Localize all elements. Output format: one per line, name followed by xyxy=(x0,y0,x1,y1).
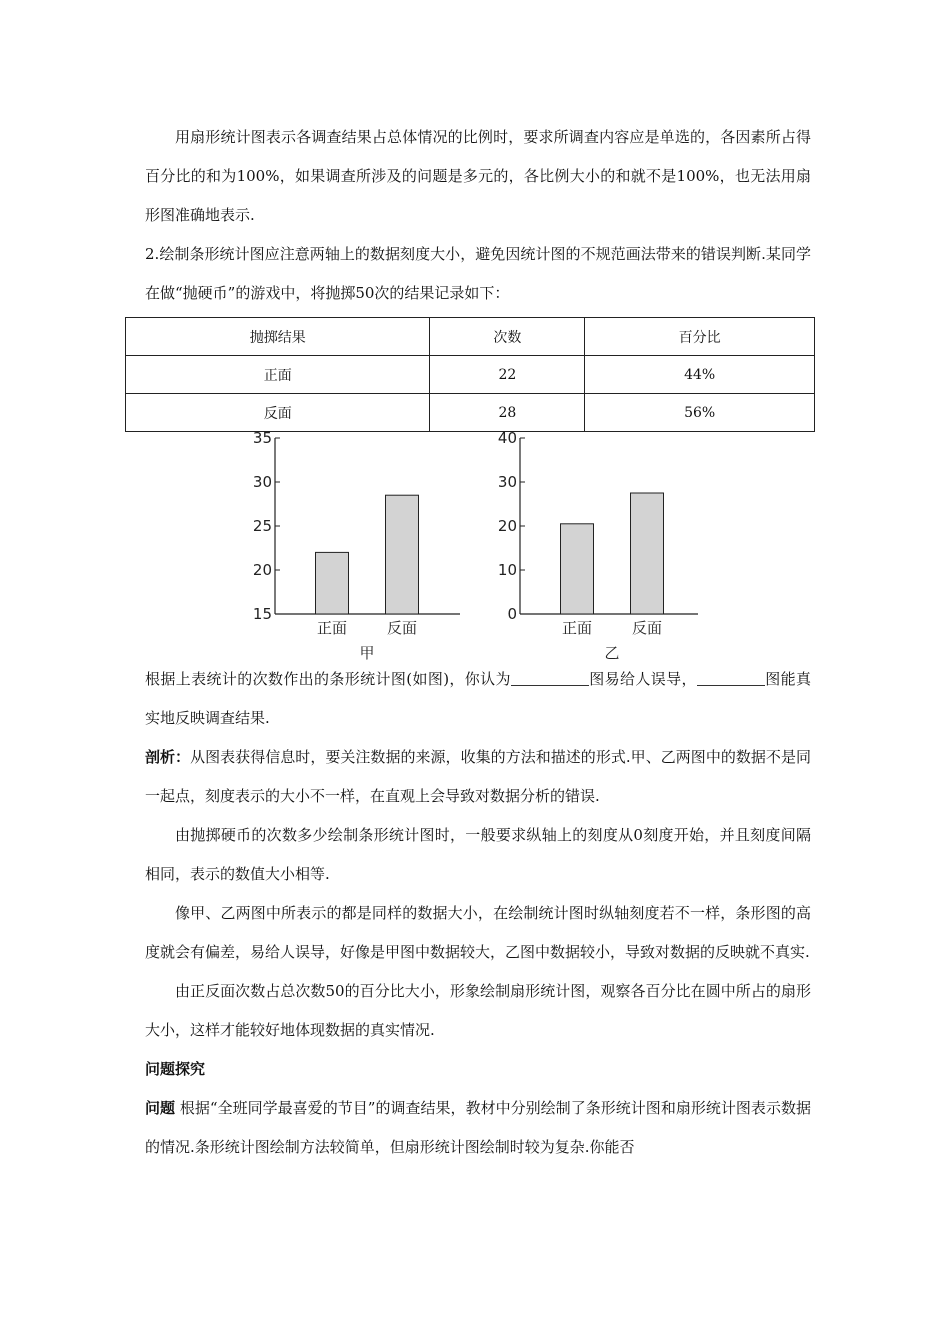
y-tick-label: 40 xyxy=(497,432,517,447)
section-heading: 问题探究 xyxy=(145,1060,206,1078)
y-tick-label: 30 xyxy=(497,473,517,491)
bar xyxy=(386,495,419,614)
analysis-text: 从图表获得信息时，要关注数据的来源，收集的方法和描述的形式.甲、乙两图中的数据不是同一起点，刻度表示的大小不一样，在直观上会导致对数据分析的错误. xyxy=(145,748,811,805)
question-text-c: 图能真实地反映调查结果. xyxy=(145,670,811,727)
paragraph-analysis xyxy=(145,738,811,816)
document-page xyxy=(145,118,811,1167)
answer-blank-2[interactable] xyxy=(697,669,765,686)
y-tick-label: 20 xyxy=(497,517,517,535)
paragraph-question xyxy=(145,660,811,738)
answer-blank-1[interactable] xyxy=(511,669,589,686)
problem-label: 问题 xyxy=(145,1099,176,1117)
bar xyxy=(561,524,594,614)
paragraph-pie-suggestion: 由正反面次数占总次数50的百分比大小，形象绘制扇形统计图，观察各百分比在圆中所占的扇形大小，这样才能较好地体现数据的真实情况. xyxy=(145,982,811,1039)
paragraph-bar-chart-note: 2.绘制条形统计图应注意两轴上的数据刻度大小，避免因统计图的不规范画法带来的错误判断.某同学在做“抛硬币”的游戏中，将抛掷50次的结果记录如下： xyxy=(145,245,811,302)
coin-toss-table xyxy=(125,317,815,432)
paragraph-problem xyxy=(145,1089,811,1167)
paragraph-misleading: 像甲、乙两图中所表示的都是同样的数据大小，在绘制统计图时纵轴刻度若不一样，条形图的高度就会有偏差，易给人误导，好像是甲图中数据较大，乙图中数据较小，导致对数据的反映就不真实. xyxy=(145,904,811,961)
x-tick-label: 反面 xyxy=(386,619,418,637)
table-header-row xyxy=(126,318,815,356)
question-text-a: 根据上表统计的次数作出的条形统计图(如图)，你认为 xyxy=(145,670,511,688)
table-cell: 反面 xyxy=(126,394,430,432)
y-tick-label: 10 xyxy=(497,561,517,579)
paragraph-pie-chart-note: 用扇形统计图表示各调查结果占总体情况的比例时，要求所调查内容应是单选的，各因素所占得百分比的和为100%，如果调查所涉及的问题是多元的，各比例大小的和就不是100%，也无法用扇形图准确地表示. xyxy=(145,128,811,224)
table-cell: 28 xyxy=(430,394,585,432)
table-cell: 56% xyxy=(585,394,815,432)
bar-charts-figure xyxy=(145,432,811,660)
y-tick-label: 20 xyxy=(252,561,272,579)
bar xyxy=(631,493,664,614)
analysis-label: 剖析： xyxy=(145,748,191,766)
table-cell: 正面 xyxy=(126,356,430,394)
table-cell: 22 xyxy=(430,356,585,394)
paragraph-axis-rule: 由抛掷硬币的次数多少绘制条形统计图时，一般要求纵轴上的刻度从0刻度开始，并且刻度间隔相同，表示的数值大小相等. xyxy=(145,826,811,883)
x-tick-label: 正面 xyxy=(561,619,593,637)
chart-title: 乙 xyxy=(604,644,620,660)
y-tick-label: 30 xyxy=(252,473,272,491)
bar-charts-svg xyxy=(145,432,811,660)
y-tick-label: 35 xyxy=(252,432,272,447)
y-tick-label: 25 xyxy=(252,517,272,535)
problem-text: 根据“全班同学最喜爱的节目”的调查结果，教材中分别绘制了条形统计图和扇形统计图表示数据的情况.条形统计图绘制方法较简单，但扇形统计图绘制时较为复杂.你能否 xyxy=(145,1099,811,1156)
question-text-b: 图易给人误导， xyxy=(588,670,697,688)
table-row xyxy=(126,394,815,432)
x-tick-label: 反面 xyxy=(631,619,663,637)
table-header-cell: 抛掷结果 xyxy=(126,318,430,356)
table-header-cell: 次数 xyxy=(430,318,585,356)
table-row xyxy=(126,356,815,394)
table-header-cell: 百分比 xyxy=(585,318,815,356)
y-tick-label: 15 xyxy=(252,605,272,623)
y-tick-label: 0 xyxy=(507,605,517,623)
chart-title: 甲 xyxy=(359,644,375,660)
bar xyxy=(316,552,349,614)
x-tick-label: 正面 xyxy=(316,619,348,637)
table-cell: 44% xyxy=(585,356,815,394)
